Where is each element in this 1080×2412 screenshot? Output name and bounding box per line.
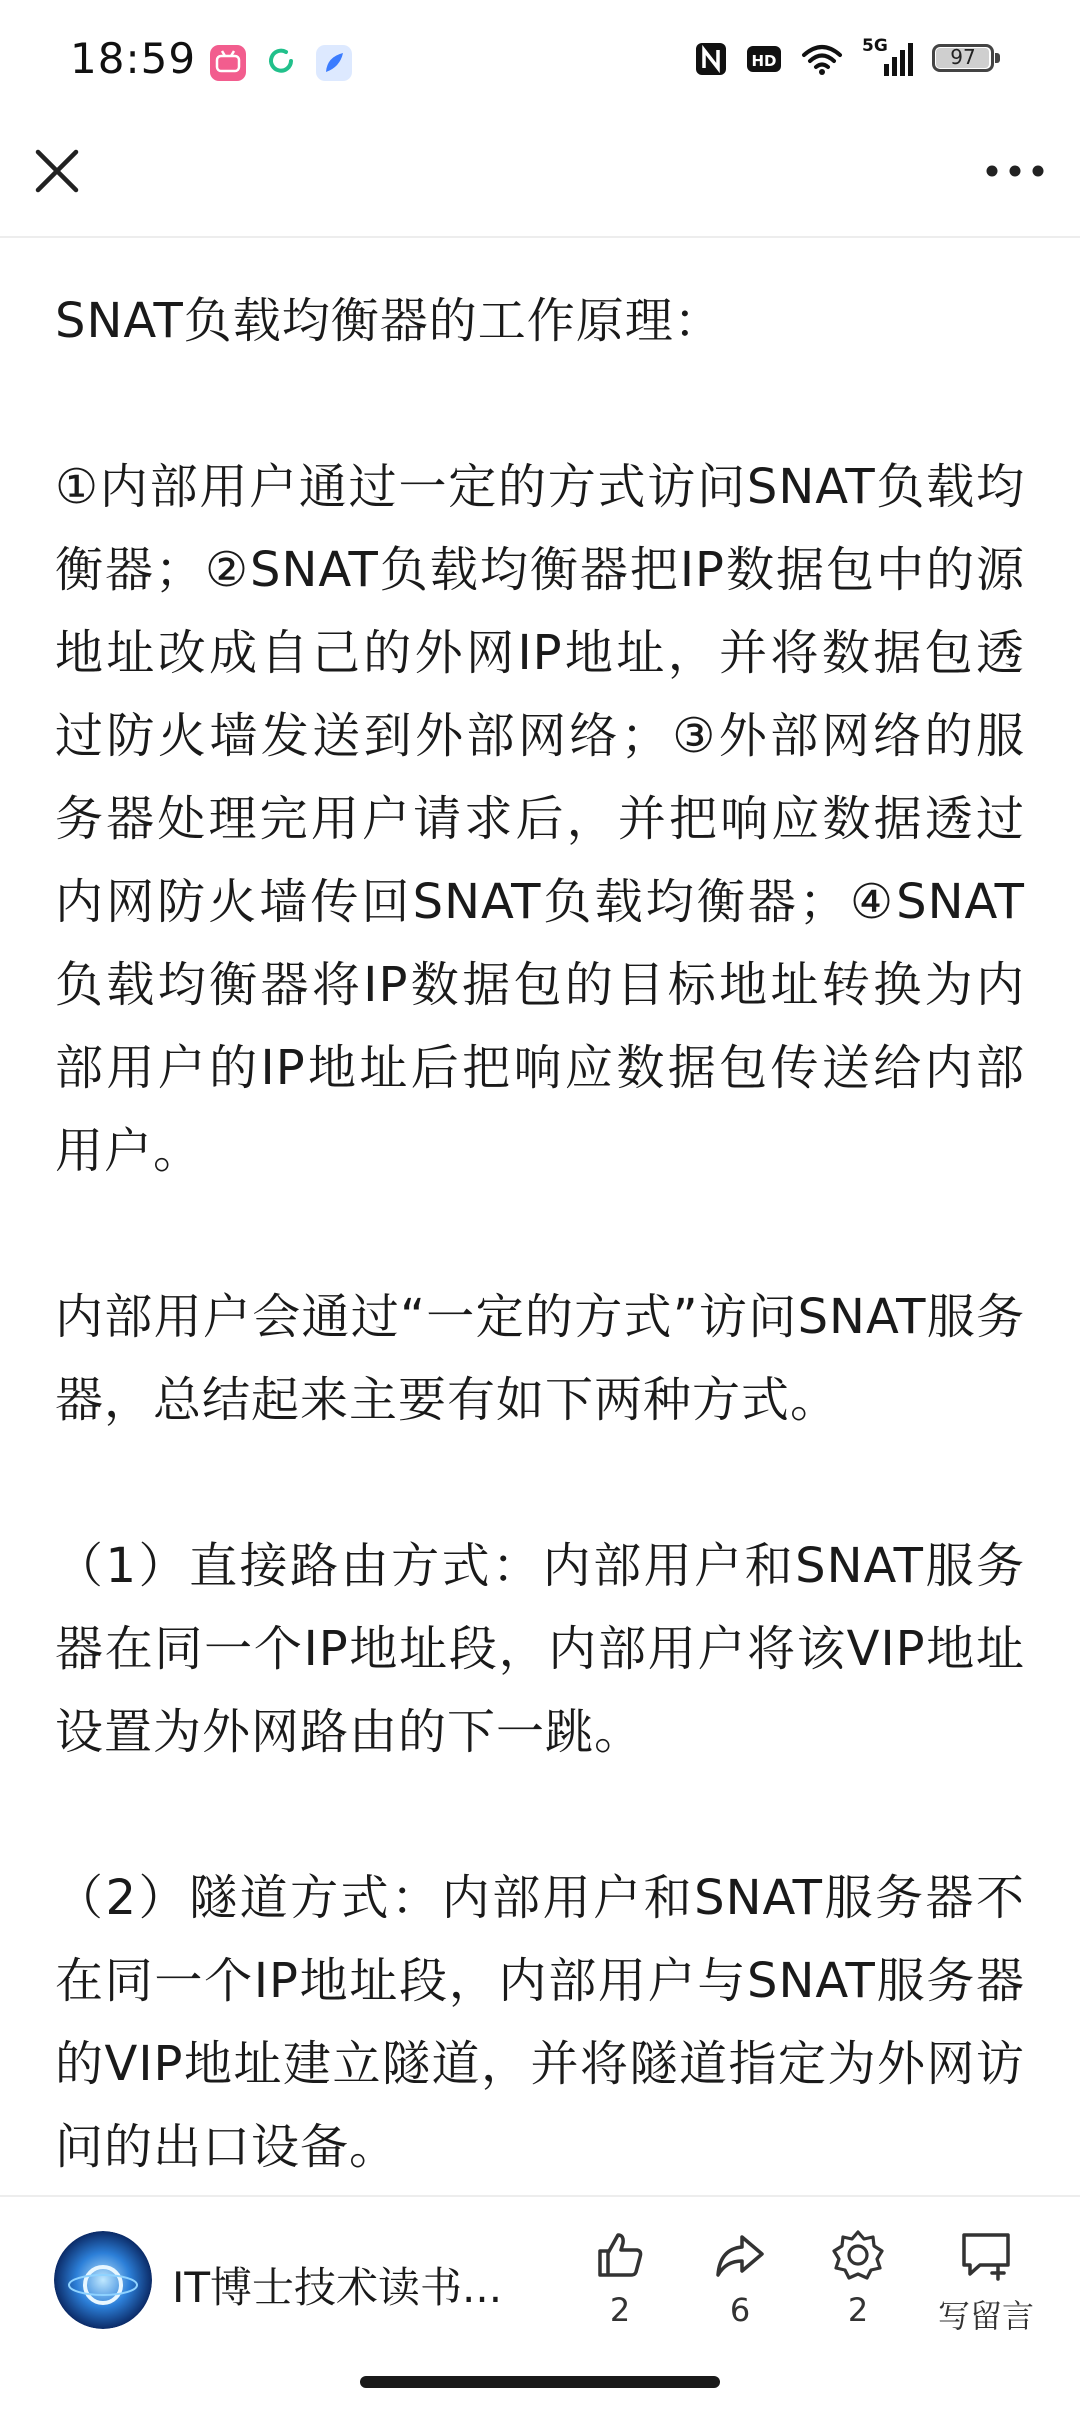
article-paragraph: 内部用户会通过“一定的方式”访问SNAT服务器，总结起来主要有如下两种方式。 <box>55 1289 1025 1428</box>
more-button[interactable] <box>980 144 1050 198</box>
more-icon <box>980 144 1050 198</box>
like-count: 2 <box>609 2291 631 2329</box>
status-app-icons <box>210 44 352 82</box>
share-count: 6 <box>729 2291 751 2329</box>
article-paragraph: （1）直接路由方式：内部用户和SNAT服务器在同一个IP地址段，内部用户将该VIP地址设置为外网路由的下一跳。 <box>55 1538 1025 1760</box>
svg-text:HD: HD <box>751 52 777 70</box>
comment-label: 写留言 <box>937 2297 1034 2335</box>
bilibili-icon <box>210 45 246 81</box>
share-button[interactable] <box>680 2227 800 2329</box>
wow-icon <box>830 2227 886 2283</box>
close-icon <box>30 144 84 198</box>
article-heading: SNAT负载均衡器的工作原理： <box>55 293 723 349</box>
wow-button[interactable] <box>798 2227 918 2329</box>
battery-icon <box>932 42 1004 76</box>
article-paragraph: （2）隧道方式：内部用户和SNAT服务器不在同一个IP地址段，内部用户与SNAT服务器的VIP地址建立隧道，并将隧道指定为外网访问的出口设备。 <box>55 1870 1025 2175</box>
home-indicator[interactable] <box>360 2376 720 2388</box>
feather-icon <box>316 45 352 81</box>
article-body <box>55 280 1025 2189</box>
comment-icon <box>958 2227 1014 2283</box>
nfc-icon <box>694 41 728 77</box>
signal-icon <box>862 36 914 78</box>
share-icon <box>712 2227 768 2283</box>
close-button[interactable] <box>30 144 84 198</box>
account-avatar[interactable] <box>54 2231 152 2329</box>
refresh-icon <box>264 44 298 82</box>
article-paragraph: ①内部用户通过一定的方式访问SNAT负载均衡器；②SNAT负载均衡器把IP数据包中的源地址改成自己的外网IP地址，并将数据包透过防火墙发送到外部网络；③外部网络的服务器处理完用户请求后，并把响应数据透过内网防火墙传回SNAT负载均衡器；④SNAT负载均衡器将IP数据包的目标地址转换为内部用户的IP地址后把响应数据包传送给内部用户。 <box>55 459 1025 1179</box>
battery-level: 97 <box>950 45 976 69</box>
hd-icon <box>746 43 782 75</box>
network-type: 5G <box>862 36 888 56</box>
top-nav <box>0 120 1080 238</box>
bottom-action-bar <box>0 2195 1080 2367</box>
account-name[interactable]: IT博士技术读书... <box>172 2263 503 2312</box>
status-bar <box>0 0 1080 120</box>
wifi-icon <box>800 41 844 77</box>
wow-count: 2 <box>847 2291 869 2329</box>
like-button[interactable] <box>560 2227 680 2329</box>
thumbs-up-icon <box>592 2227 648 2283</box>
comment-button[interactable] <box>916 2227 1056 2337</box>
status-indicators <box>694 36 1004 78</box>
status-time: 18:59 <box>70 34 197 83</box>
